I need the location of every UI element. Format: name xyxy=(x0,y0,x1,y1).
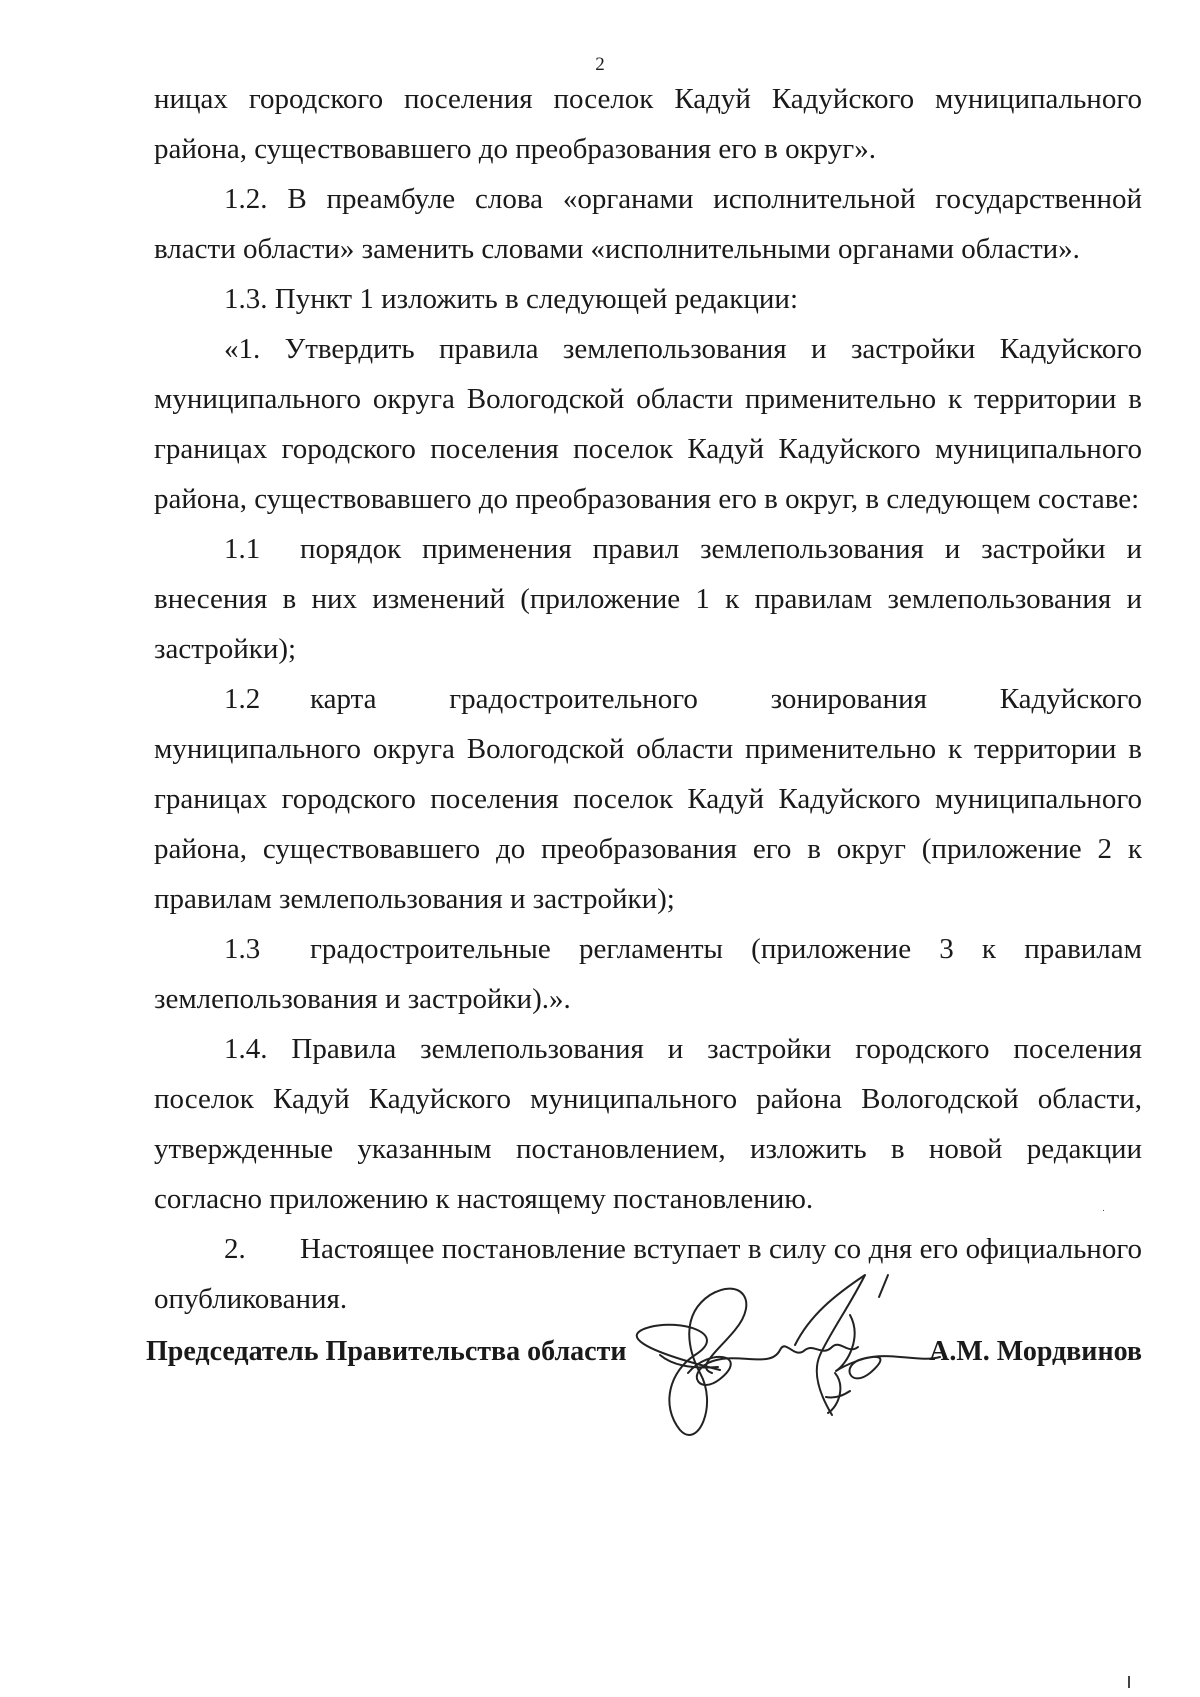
list-item-text: карта градостроительного зонирования Кадуйского муниципального округа Вологодской области применительно к территории в границах городского поселения поселок Кадуй Кадуйского муниципального района, существовавшего до преобразования его в округ (приложение 2 к правилам землепользования и застройки); xyxy=(154,683,1142,915)
list-item-number: 1.1 xyxy=(224,533,261,565)
scan-speck xyxy=(1103,1210,1104,1211)
list-item-text: порядок применения правил землепользования и застройки и внесения в них изменений (приложение 1 к правилам землепользования и застройки); xyxy=(154,533,1142,665)
paragraph-2-text: Настоящее постановление вступает в силу со дня его официального опубликования. xyxy=(154,1233,1142,1315)
signature-block xyxy=(146,1327,1142,1377)
page-number: 2 xyxy=(595,54,605,75)
list-item-number: 1.2 xyxy=(224,683,261,715)
paragraph-1-2: 1.2. В преамбуле слова «органами исполнительной государственной власти области» заменить словами «исполнительными органами области». xyxy=(154,183,1142,265)
paragraph-1-4: 1.4. Правила землепользования и застройки городского поселения поселок Кадуй Кадуйского муниципального района Вологодской области, утвержденные указанным постановлением, изложить в новой редакции согласно приложению к настоящему постановлению. xyxy=(154,1033,1142,1215)
list-item-text: градостроительные регламенты (приложение 3 к правилам землепользования и застройки).». xyxy=(154,933,1142,1015)
paragraph-continuation: ницах городского поселения поселок Кадуй Кадуйского муниципального района, существовавшего до преобразования его в округ». xyxy=(154,83,1142,165)
list-item xyxy=(154,674,1142,924)
paragraph-quoted-point-1: «1. Утвердить правила землепользования и застройки Кадуйского муниципального округа Вологодской области применительно к территории в границах городского поселения поселок Кадуй Кадуйского муниципального района, существовавшего до преобразования его в округ, в следующем составе: xyxy=(154,333,1142,515)
signatory-name: А.М. Мордвинов xyxy=(929,1336,1142,1367)
paragraph-1-3: 1.3. Пункт 1 изложить в следующей редакции: xyxy=(224,283,799,315)
list-item xyxy=(154,524,1142,674)
scan-speck xyxy=(1128,1676,1130,1688)
list-item-number: 1.3 xyxy=(224,933,261,965)
paragraph-2-number: 2. xyxy=(224,1233,246,1265)
list-item xyxy=(154,924,1142,1024)
signatory-title: Председатель Правительства области xyxy=(146,1336,627,1367)
document-body xyxy=(154,74,1142,1324)
